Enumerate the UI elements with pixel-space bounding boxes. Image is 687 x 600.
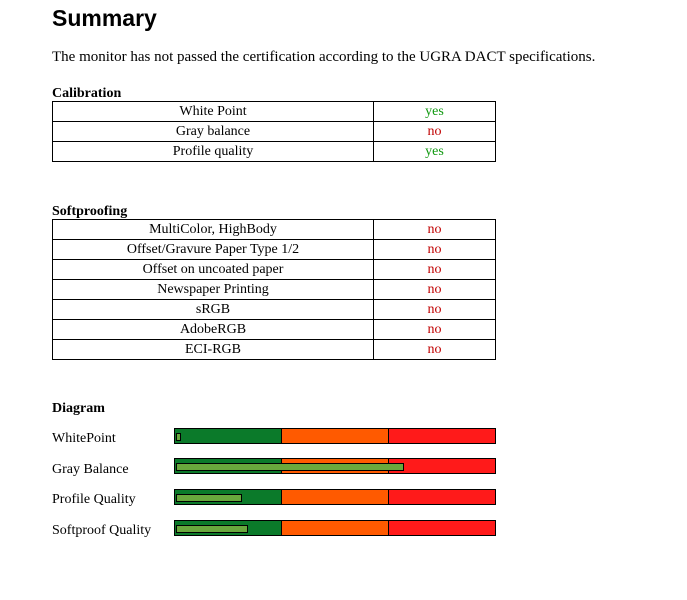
softproofing-label: Newspaper Printing <box>53 280 374 300</box>
softproofing-result: no <box>374 260 496 280</box>
meter-zone-bad <box>388 459 495 473</box>
table-row <box>53 220 496 240</box>
table-row <box>53 320 496 340</box>
softproof-quality-meter-fill <box>176 525 248 533</box>
softproofing-table <box>52 219 496 360</box>
whitepoint-meter <box>174 428 496 444</box>
meter-zone-bad <box>388 521 495 535</box>
diagram-heading: Diagram <box>52 401 105 416</box>
certification-statement: The monitor has not passed the certification according to the UGRA DACT specifications. <box>52 49 596 65</box>
softproofing-result: no <box>374 280 496 300</box>
softproofing-label: AdobeRGB <box>53 320 374 340</box>
meter-zone-warn <box>281 490 388 504</box>
softproofing-result: no <box>374 320 496 340</box>
calibration-heading: Calibration <box>52 86 122 101</box>
softproof-quality-meter <box>174 520 496 536</box>
gray-balance-meter <box>174 458 496 474</box>
softproofing-label: MultiColor, HighBody <box>53 220 374 240</box>
table-row <box>53 260 496 280</box>
meter-zone-good <box>175 429 281 443</box>
softproofing-label: Offset on uncoated paper <box>53 260 374 280</box>
softproofing-heading: Softproofing <box>52 204 128 219</box>
softproofing-result: no <box>374 340 496 360</box>
meter-zone-warn <box>281 429 388 443</box>
profile-quality-meter-label: Profile Quality <box>52 492 136 507</box>
softproofing-label: ECI-RGB <box>53 340 374 360</box>
softproofing-result: no <box>374 300 496 320</box>
gray-balance-meter-label: Gray Balance <box>52 462 129 477</box>
calibration-result: no <box>374 122 496 142</box>
calibration-result: yes <box>374 102 496 122</box>
meter-zone-bad <box>388 490 495 504</box>
table-row <box>53 122 496 142</box>
table-row <box>53 340 496 360</box>
calibration-label: Profile quality <box>53 142 374 162</box>
profile-quality-meter <box>174 489 496 505</box>
softproofing-result: no <box>374 220 496 240</box>
calibration-label: White Point <box>53 102 374 122</box>
calibration-table <box>52 101 496 162</box>
profile-quality-meter-fill <box>176 494 242 502</box>
softproofing-result: no <box>374 240 496 260</box>
table-row <box>53 102 496 122</box>
page-title: Summary <box>52 5 157 31</box>
calibration-result: yes <box>374 142 496 162</box>
softproofing-label: Offset/Gravure Paper Type 1/2 <box>53 240 374 260</box>
meter-zone-warn <box>281 521 388 535</box>
table-row <box>53 300 496 320</box>
table-row <box>53 280 496 300</box>
whitepoint-meter-fill <box>176 433 181 441</box>
softproof-quality-meter-label: Softproof Quality <box>52 523 152 538</box>
whitepoint-meter-label: WhitePoint <box>52 431 116 446</box>
table-row <box>53 240 496 260</box>
calibration-label: Gray balance <box>53 122 374 142</box>
softproofing-label: sRGB <box>53 300 374 320</box>
meter-zone-bad <box>388 429 495 443</box>
gray-balance-meter-fill <box>176 463 404 471</box>
table-row <box>53 142 496 162</box>
